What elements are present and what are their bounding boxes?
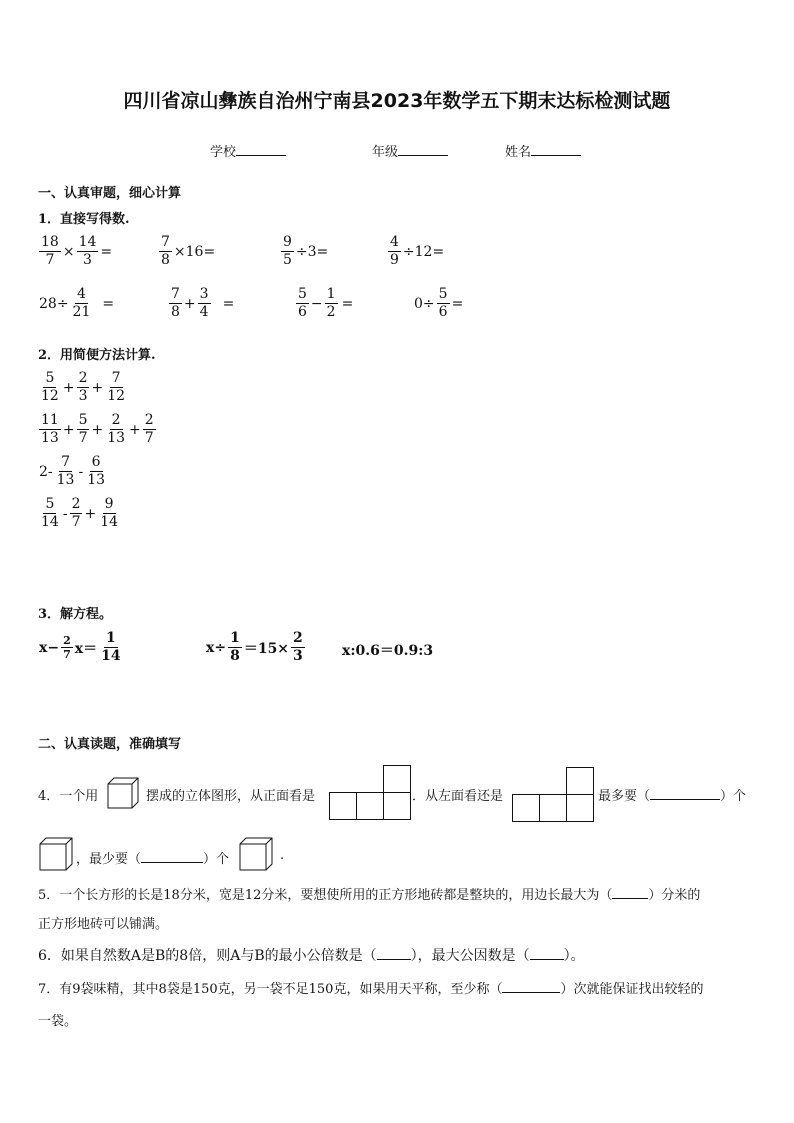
fraction: $\frac{7}{13}$: [56, 454, 75, 488]
q1-item-2: $\frac{7}{8}$ ×16=: [161, 234, 216, 268]
fraction: $\frac{2}{7}$: [63, 634, 71, 661]
q4-text-2: 摆成的立体图形，从正面看是: [146, 789, 316, 804]
q6-lcm-blank[interactable]: [377, 959, 411, 960]
fraction: $\frac{2}{7}$: [144, 412, 154, 446]
q4-text-1: 4．一个用: [38, 789, 99, 804]
q3-equation-2: x÷ $\frac{1}{8}$ ＝15× $\frac{2}{3}$: [206, 630, 303, 664]
q2-label: 2．用简便方法计算.: [38, 348, 156, 363]
fraction: $\frac{1}{8}$: [230, 630, 240, 664]
q3-equation-1: x− $\frac{2}{7}$ x＝ $\frac{1}{14}$: [39, 630, 121, 664]
grade-field: [372, 141, 448, 160]
fraction: $\frac{9}{5}$: [283, 234, 292, 268]
q2-expr-4: $\frac{5}{14}$ - $\frac{2}{7}$ + $\frac{9}{14}$: [41, 496, 119, 530]
q2-expr-1: $\frac{5}{12}$ + $\frac{2}{3}$ + $\frac{7}{12}$: [41, 370, 126, 404]
section1-heading: 一、认真审题，细心计算: [38, 186, 182, 201]
q5-line-2: 正方形地砖可以铺满。: [38, 917, 169, 932]
q6-gcd-blank[interactable]: [530, 959, 564, 960]
grade-blank[interactable]: [398, 155, 448, 156]
q3-label: 3．解方程。: [38, 607, 113, 622]
school-label: 学校: [210, 145, 237, 160]
q1-item-8: 0÷ $\frac{5}{6}$ =: [414, 286, 464, 320]
q4-text-6: .: [280, 848, 285, 863]
q1-item-3: $\frac{9}{5}$ ÷3=: [283, 234, 329, 268]
grade-label: 年级: [372, 145, 399, 160]
fraction: $\frac{11}{13}$: [41, 412, 59, 446]
q4-text-5: ，最少要（ ）个: [76, 852, 230, 867]
q4-text-4: 最多要（ ）个: [598, 789, 747, 804]
fraction: $\frac{2}{7}$: [71, 496, 81, 530]
q7-line-2: 一袋。: [38, 1014, 78, 1029]
fraction: $\frac{18}{7}$: [41, 234, 59, 268]
q7-line-1: 7．有9袋味精，其中8袋是150克，另一袋不足150克，如果用天平称，至少称（ ）次就能保证找出较轻的: [38, 982, 704, 997]
name-field: [505, 141, 581, 160]
fraction: $\frac{2}{13}$: [107, 412, 126, 446]
fraction: $\frac{4}{9}$: [390, 234, 399, 268]
q5-blank[interactable]: [612, 898, 648, 899]
q4-text-3: ．从左面看还是: [412, 789, 504, 804]
q3-equation-3: x:0.6＝0.9:3: [342, 643, 434, 659]
q1-label: 1．直接写得数.: [38, 212, 130, 227]
fraction: $\frac{1}{2}$: [326, 286, 336, 320]
page-title: 四川省凉山彝族自治州宁南县2023年数学五下期末达标检测试题: [123, 90, 671, 112]
front-view-figure: [329, 765, 411, 820]
fraction: $\frac{5}{12}$: [41, 370, 59, 404]
fraction: $\frac{5}{7}$: [78, 412, 88, 446]
q2-expr-3: 2- $\frac{7}{13}$ - $\frac{6}{13}$: [39, 454, 106, 488]
fraction: $\frac{9}{14}$: [100, 496, 119, 530]
fraction: $\frac{5}{6}$: [298, 286, 307, 320]
fraction: $\frac{2}{3}$: [78, 370, 88, 404]
q1-item-4: $\frac{4}{9}$ ÷12=: [390, 234, 445, 268]
q1-item-7: $\frac{5}{6}$ − $\frac{1}{2}$ =: [298, 286, 354, 320]
school-field: [210, 141, 286, 160]
q1-item-6: $\frac{7}{8}$ + $\frac{3}{4}$ =: [171, 286, 235, 320]
fraction: $\frac{1}{14}$: [101, 630, 121, 664]
cube-icon: [38, 836, 74, 872]
fraction: $\frac{14}{3}$: [78, 234, 97, 268]
fraction: $\frac{3}{4}$: [199, 286, 209, 320]
name-blank[interactable]: [531, 155, 581, 156]
fraction: $\frac{5}{14}$: [41, 496, 59, 530]
fraction: $\frac{7}{12}$: [107, 370, 126, 404]
section2-heading: 二、认真读题，准确填写: [38, 737, 182, 752]
q2-expr-2: $\frac{11}{13}$ + $\frac{5}{7}$ + $\frac{2}{13}$ + $\frac{2}{7}$: [41, 412, 154, 446]
fraction: $\frac{5}{6}$: [438, 286, 448, 320]
q6-line: 6．如果自然数A是B的8倍，则A与B的最小公倍数是（ ），最大公因数是（ ）。: [38, 948, 585, 964]
fraction: $\frac{7}{8}$: [161, 234, 170, 268]
q1-item-1: $\frac{18}{7}$ × $\frac{14}{3}$ =: [41, 234, 113, 268]
school-blank[interactable]: [236, 155, 286, 156]
name-label: 姓名: [505, 145, 532, 160]
fraction: $\frac{6}{13}$: [87, 454, 106, 488]
q1-item-5: 28÷ $\frac{4}{21}$ =: [39, 286, 115, 320]
left-view-figure: [512, 767, 594, 822]
cube-icon: [106, 776, 140, 810]
q4-min-blank[interactable]: [141, 862, 203, 863]
q7-blank[interactable]: [502, 992, 560, 993]
cube-icon: [238, 836, 274, 872]
fraction: $\frac{4}{21}$: [72, 286, 91, 320]
q5-line-1: 5．一个长方形的长是18分米，宽是12分米，要想使所用的正方形地砖都是整块的，用边长最大为（ ）分米的: [38, 888, 701, 903]
q4-max-blank[interactable]: [650, 799, 720, 800]
fraction: $\frac{7}{8}$: [171, 286, 180, 320]
fraction: $\frac{2}{3}$: [293, 630, 303, 664]
